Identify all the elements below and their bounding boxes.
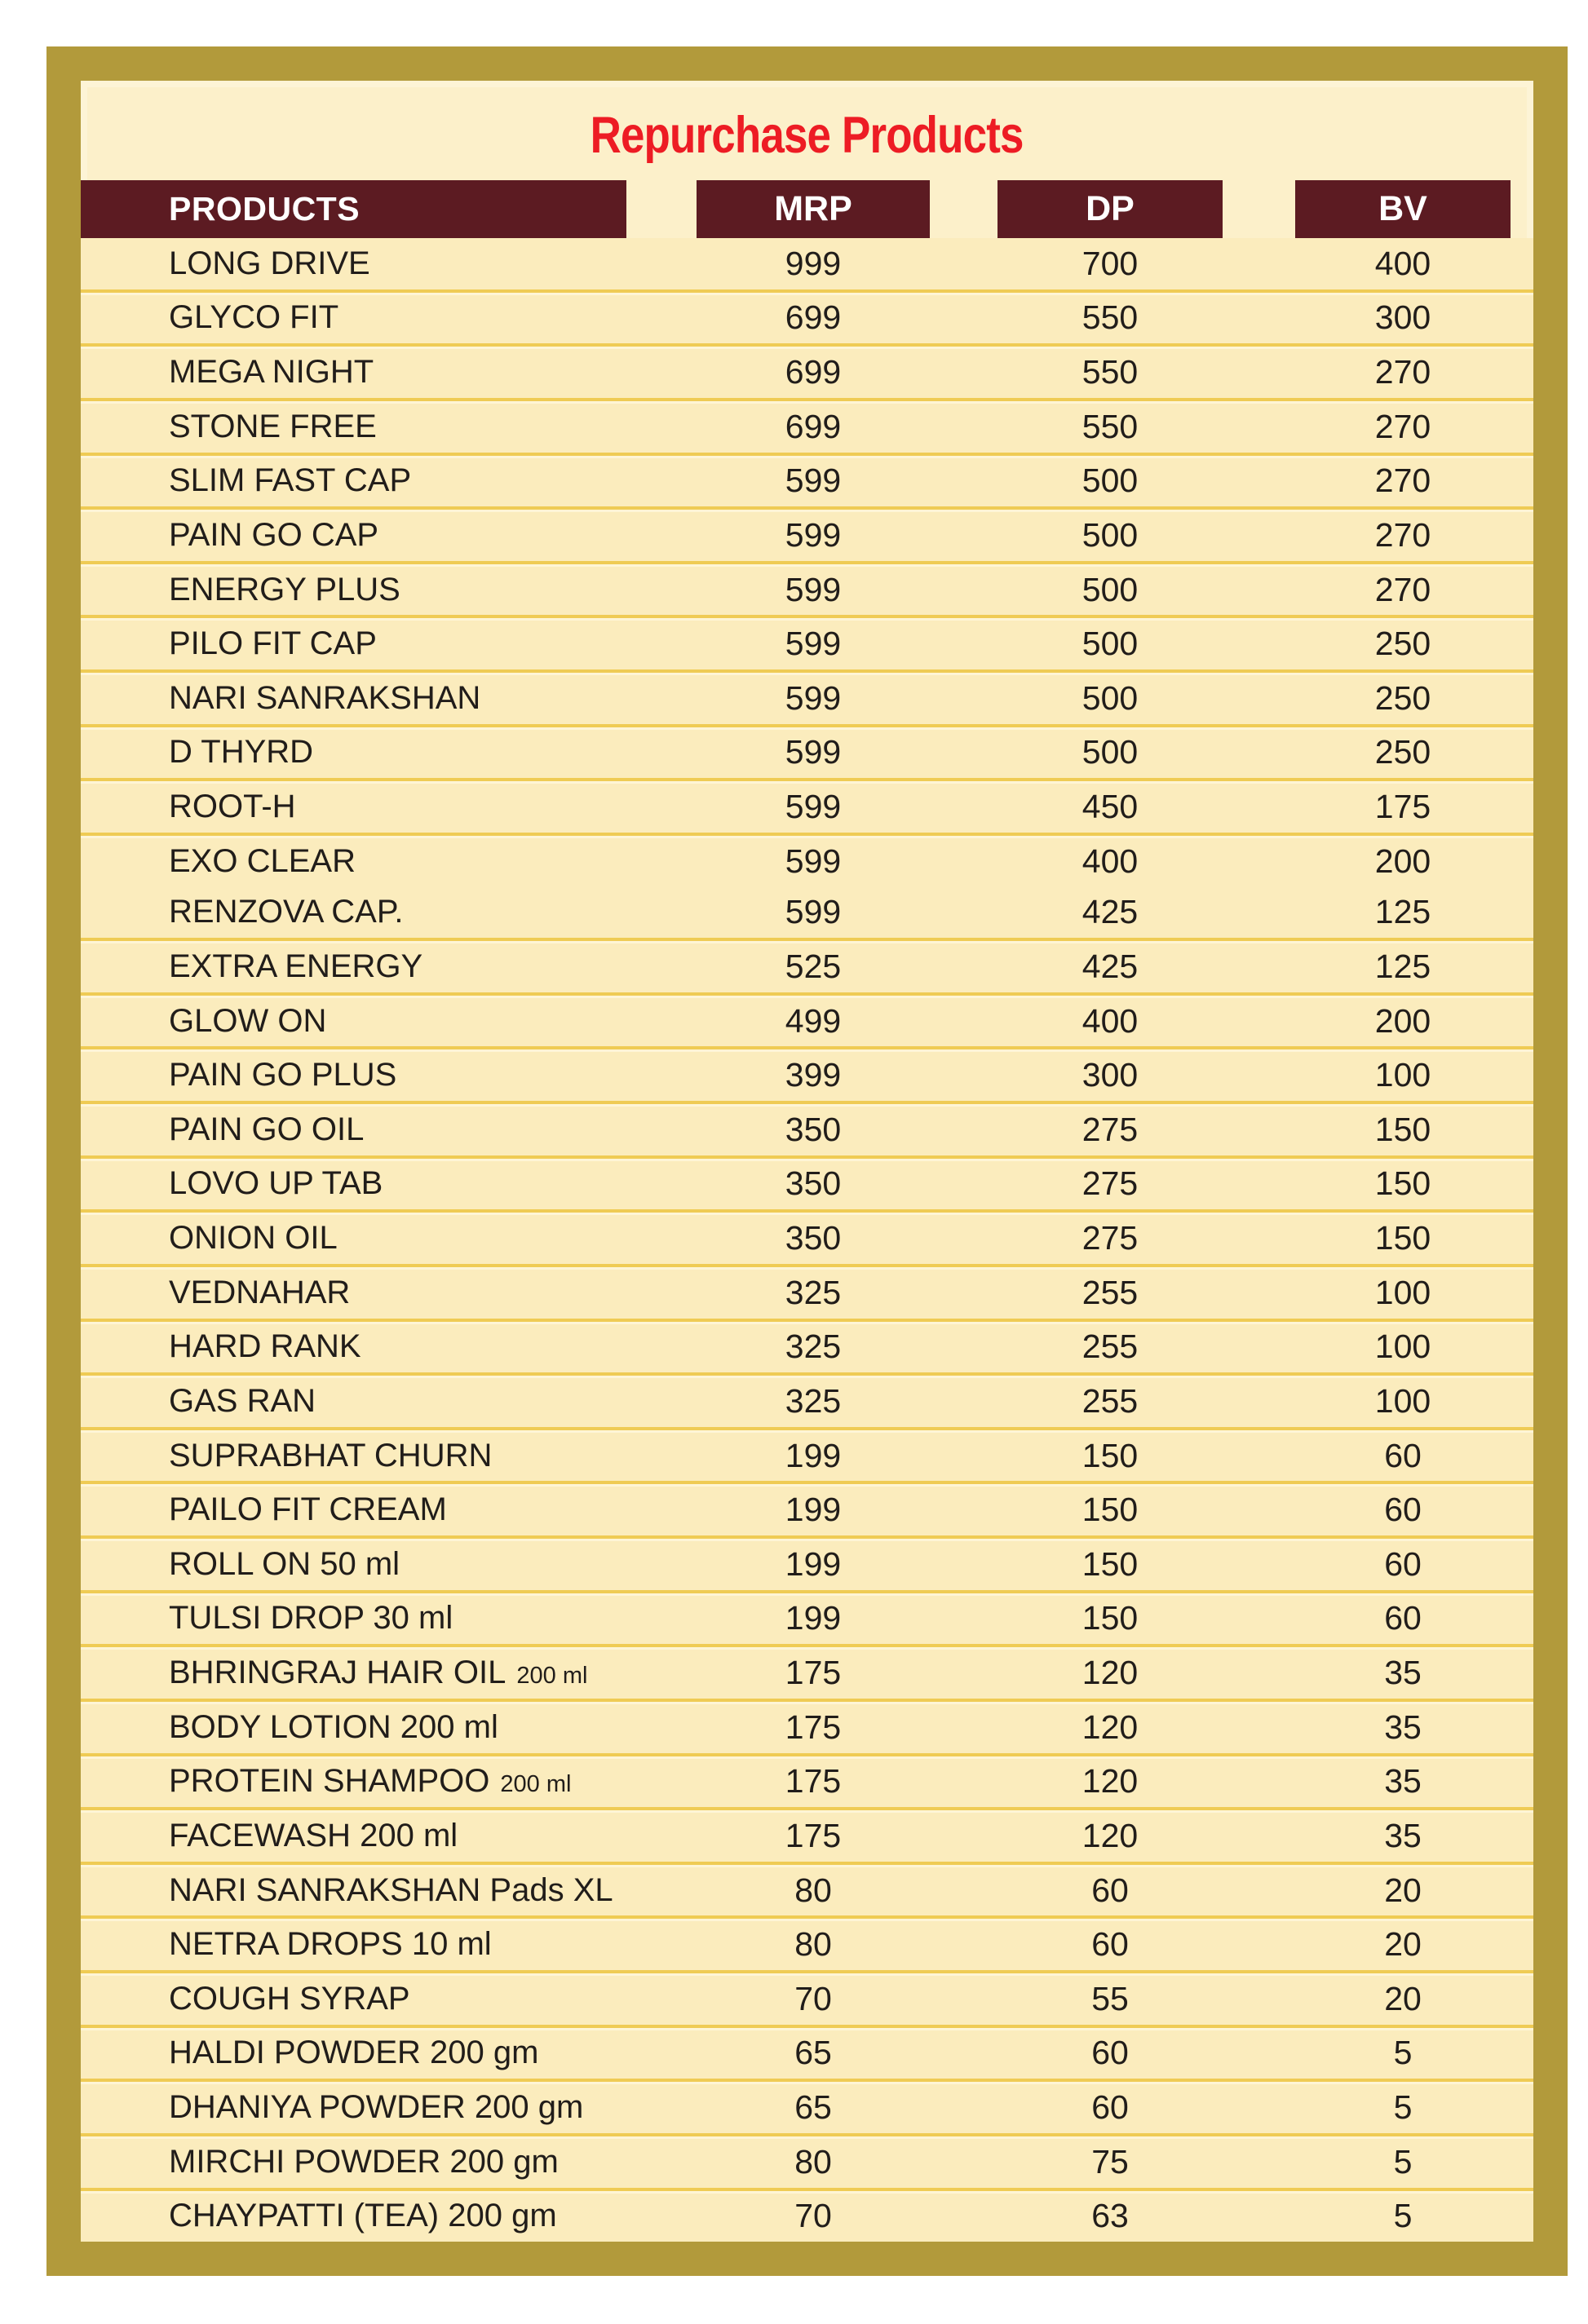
table-row — [81, 398, 1533, 453]
product-name: NARI SANRAKSHAN — [169, 679, 481, 716]
dp-value: 450 — [1082, 788, 1139, 826]
product-name: TULSI DROP 30 ml — [169, 1600, 453, 1637]
bv-value: 100 — [1374, 1273, 1431, 1311]
mrp-value: 199 — [785, 1599, 842, 1637]
product-name: COUGH SYRAP — [169, 1980, 410, 2017]
dp-value: 275 — [1082, 1110, 1139, 1148]
price-list-panel — [81, 81, 1533, 2242]
dp-value: 150 — [1082, 1491, 1139, 1529]
product-size-label: 200 ml — [500, 1771, 572, 1798]
table-row — [81, 1753, 1533, 1808]
dp-value: 150 — [1082, 1436, 1139, 1474]
product-cell — [81, 1328, 626, 1365]
product-cell — [81, 734, 626, 771]
bv-value: 35 — [1384, 1708, 1422, 1746]
product-cell — [81, 789, 626, 825]
mrp-value: 325 — [785, 1381, 842, 1420]
table-row — [81, 343, 1533, 398]
bv-value: 100 — [1374, 1381, 1431, 1420]
product-name: GAS RAN — [169, 1382, 316, 1419]
mrp-value: 175 — [785, 1708, 842, 1746]
column-header-products: PRODUCTS — [81, 180, 626, 238]
dp-value: 255 — [1082, 1381, 1139, 1420]
dp-value: 120 — [1082, 1654, 1139, 1692]
table-row — [81, 938, 1533, 992]
table-row — [81, 669, 1533, 724]
product-cell — [81, 1111, 626, 1148]
mrp-value: 599 — [785, 788, 842, 826]
bv-value: 20 — [1384, 1871, 1422, 1909]
dp-value: 150 — [1082, 1544, 1139, 1583]
bv-value: 5 — [1393, 2034, 1413, 2072]
table-row — [81, 453, 1533, 507]
mrp-value: 175 — [785, 1654, 842, 1692]
product-name: STONE FREE — [169, 408, 377, 444]
mrp-value: 350 — [785, 1110, 842, 1148]
product-name: HALDI POWDER 200 gm — [169, 2035, 539, 2071]
bv-value: 270 — [1374, 407, 1431, 445]
column-header-bv: BV — [1295, 180, 1511, 238]
bv-value: 200 — [1374, 842, 1431, 880]
mrp-value: 325 — [785, 1273, 842, 1311]
product-name: NETRA DROPS 10 ml — [169, 1926, 492, 1963]
dp-value: 550 — [1082, 353, 1139, 391]
column-header-mrp: MRP — [697, 180, 930, 238]
bv-value: 20 — [1384, 1925, 1422, 1964]
product-cell — [81, 2035, 626, 2071]
bv-value: 5 — [1393, 2142, 1413, 2180]
product-cell — [81, 1057, 626, 1094]
table-row — [81, 1319, 1533, 1373]
dp-value: 300 — [1082, 1056, 1139, 1094]
table-row — [81, 2133, 1533, 2188]
dp-value: 275 — [1082, 1164, 1139, 1203]
bv-value: 60 — [1384, 1544, 1422, 1583]
product-name: PROTEIN SHAMPOO — [169, 1763, 490, 1800]
product-cell — [81, 1275, 626, 1311]
product-name: BODY LOTION 200 ml — [169, 1708, 498, 1745]
bv-value: 150 — [1374, 1110, 1431, 1148]
product-cell — [81, 948, 626, 985]
dp-value: 63 — [1091, 2197, 1129, 2235]
dp-value: 255 — [1082, 1273, 1139, 1311]
dp-value: 400 — [1082, 1001, 1139, 1040]
product-size-label: 200 ml — [516, 1663, 588, 1690]
product-name: PAIN GO OIL — [169, 1111, 365, 1147]
table-row — [81, 1535, 1533, 1590]
bv-value: 125 — [1374, 947, 1431, 985]
dp-value: 400 — [1082, 842, 1139, 880]
product-cell — [81, 1600, 626, 1637]
product-name: ROLL ON 50 ml — [169, 1545, 400, 1582]
product-cell — [81, 2089, 626, 2126]
mrp-value: 599 — [785, 570, 842, 608]
gold-frame — [46, 46, 1568, 2276]
product-name: EXO CLEAR — [169, 842, 356, 879]
product-name: SLIM FAST CAP — [169, 462, 412, 499]
product-cell — [81, 1165, 626, 1202]
product-cell — [81, 1220, 626, 1257]
dp-value: 500 — [1082, 625, 1139, 663]
product-name: ONION OIL — [169, 1220, 338, 1257]
product-name: D THYRD — [169, 734, 314, 771]
product-name: NARI SANRAKSHAN Pads XL — [169, 1871, 613, 1908]
bv-value: 125 — [1374, 893, 1431, 931]
table-row — [81, 1101, 1533, 1155]
product-cell — [81, 517, 626, 554]
mrp-value: 80 — [794, 2142, 832, 2180]
product-cell — [81, 354, 626, 391]
bv-value: 250 — [1374, 733, 1431, 771]
product-name: HARD RANK — [169, 1328, 361, 1365]
table-row — [81, 1915, 1533, 1970]
table-row — [81, 1372, 1533, 1427]
bv-value: 35 — [1384, 1654, 1422, 1692]
mrp-value: 80 — [794, 1925, 832, 1964]
dp-value: 700 — [1082, 244, 1139, 282]
mrp-value: 175 — [785, 1816, 842, 1854]
product-name: LONG DRIVE — [169, 245, 370, 281]
product-cell — [81, 1438, 626, 1474]
mrp-value: 599 — [785, 678, 842, 717]
mrp-value: 350 — [785, 1219, 842, 1257]
product-cell — [81, 1926, 626, 1963]
table-row — [81, 238, 1533, 289]
table-row — [81, 1970, 1533, 2025]
bv-value: 270 — [1374, 570, 1431, 608]
product-name: PAIN GO PLUS — [169, 1057, 397, 1094]
dp-value: 550 — [1082, 298, 1139, 337]
mrp-value: 599 — [785, 462, 842, 500]
product-name: RENZOVA CAP. — [169, 894, 404, 930]
table-row — [81, 887, 1533, 939]
mrp-value: 199 — [785, 1491, 842, 1529]
mrp-value: 199 — [785, 1544, 842, 1583]
column-header-dp: DP — [997, 180, 1223, 238]
mrp-value: 599 — [785, 733, 842, 771]
product-cell — [81, 843, 626, 880]
mrp-value: 599 — [785, 515, 842, 554]
product-cell — [81, 894, 626, 930]
title-area — [81, 81, 1533, 180]
product-name: ENERGY PLUS — [169, 571, 400, 608]
bv-value: 400 — [1374, 244, 1431, 282]
table-row — [81, 992, 1533, 1047]
mrp-value: 499 — [785, 1001, 842, 1040]
product-name: BHRINGRAJ HAIR OIL — [169, 1655, 506, 1691]
bv-value: 60 — [1384, 1599, 1422, 1637]
dp-value: 500 — [1082, 515, 1139, 554]
bv-value: 100 — [1374, 1328, 1431, 1366]
table-header — [81, 180, 1533, 238]
product-cell — [81, 245, 626, 282]
bv-value: 270 — [1374, 462, 1431, 500]
dp-value: 500 — [1082, 678, 1139, 717]
mrp-value: 699 — [785, 298, 842, 337]
product-cell — [81, 680, 626, 717]
mrp-value: 175 — [785, 1762, 842, 1800]
table-row — [81, 1807, 1533, 1862]
bv-value: 35 — [1384, 1762, 1422, 1800]
mrp-value: 525 — [785, 947, 842, 985]
table-row — [81, 1644, 1533, 1699]
product-cell — [81, 299, 626, 336]
dp-value: 425 — [1082, 947, 1139, 985]
bv-value: 200 — [1374, 1001, 1431, 1040]
mrp-value: 999 — [785, 244, 842, 282]
mrp-value: 599 — [785, 625, 842, 663]
product-cell — [81, 1818, 626, 1854]
bv-value: 150 — [1374, 1219, 1431, 1257]
dp-value: 60 — [1091, 2088, 1129, 2127]
bv-value: 100 — [1374, 1056, 1431, 1094]
dp-value: 60 — [1091, 2034, 1129, 2072]
table-row — [81, 778, 1533, 833]
table-row — [81, 1862, 1533, 1916]
product-cell — [81, 409, 626, 445]
product-cell — [81, 1003, 626, 1040]
product-name: PILO FIT CAP — [169, 625, 377, 662]
product-name: LOVO UP TAB — [169, 1165, 383, 1202]
mrp-value: 199 — [785, 1436, 842, 1474]
table-row — [81, 1699, 1533, 1753]
mrp-value: 70 — [794, 2197, 832, 2235]
product-cell — [81, 1709, 626, 1746]
bv-value: 250 — [1374, 678, 1431, 717]
dp-value: 75 — [1091, 2142, 1129, 2180]
product-name: EXTRA ENERGY — [169, 948, 423, 984]
product-name: PAILO FIT CREAM — [169, 1491, 447, 1528]
product-name: VEDNAHAR — [169, 1274, 351, 1310]
dp-value: 275 — [1082, 1219, 1139, 1257]
product-cell — [81, 1655, 626, 1691]
product-cell — [81, 462, 626, 499]
product-cell — [81, 1383, 626, 1420]
bv-value: 20 — [1384, 1979, 1422, 2017]
product-name: GLYCO FIT — [169, 299, 339, 336]
bv-value: 35 — [1384, 1816, 1422, 1854]
product-cell — [81, 1763, 626, 1800]
bv-value: 250 — [1374, 625, 1431, 663]
product-name: PAIN GO CAP — [169, 516, 379, 553]
page-title: Repurchase Products — [590, 107, 1024, 164]
table-row — [81, 1155, 1533, 1210]
bv-value: 300 — [1374, 298, 1431, 337]
dp-value: 60 — [1091, 1925, 1129, 1964]
bv-value: 60 — [1384, 1491, 1422, 1529]
bv-value: 175 — [1374, 788, 1431, 826]
mrp-value: 599 — [785, 842, 842, 880]
mrp-value: 399 — [785, 1056, 842, 1094]
table-row — [81, 289, 1533, 344]
product-name: GLOW ON — [169, 1002, 327, 1039]
mrp-value: 65 — [794, 2034, 832, 2072]
product-cell — [81, 2144, 626, 2180]
table-row — [81, 2025, 1533, 2079]
bv-value: 5 — [1393, 2197, 1413, 2235]
product-name: MEGA NIGHT — [169, 354, 374, 391]
product-name: FACEWASH 200 ml — [169, 1817, 458, 1853]
table-row — [81, 615, 1533, 669]
product-cell — [81, 2198, 626, 2234]
product-cell — [81, 1546, 626, 1583]
table-row — [81, 1427, 1533, 1482]
product-cell — [81, 572, 626, 608]
table-row — [81, 1209, 1533, 1264]
dp-value: 60 — [1091, 1871, 1129, 1909]
table-row — [81, 1481, 1533, 1535]
mrp-value: 80 — [794, 1871, 832, 1909]
product-cell — [81, 1872, 626, 1909]
mrp-value: 350 — [785, 1164, 842, 1203]
dp-value: 55 — [1091, 1979, 1129, 2017]
mrp-value: 325 — [785, 1328, 842, 1366]
dp-value: 500 — [1082, 462, 1139, 500]
table-row — [81, 2188, 1533, 2242]
bv-value: 270 — [1374, 515, 1431, 554]
bv-value: 150 — [1374, 1164, 1431, 1203]
dp-value: 150 — [1082, 1599, 1139, 1637]
product-name: DHANIYA POWDER 200 gm — [169, 2089, 584, 2126]
product-name: CHAYPATTI (TEA) 200 gm — [169, 2198, 557, 2234]
dp-value: 500 — [1082, 733, 1139, 771]
dp-value: 120 — [1082, 1762, 1139, 1800]
product-name: ROOT-H — [169, 789, 296, 825]
table-row — [81, 1264, 1533, 1319]
product-name: SUPRABHAT CHURN — [169, 1437, 493, 1473]
mrp-value: 65 — [794, 2088, 832, 2127]
table-row — [81, 724, 1533, 779]
dp-value: 550 — [1082, 407, 1139, 445]
table-row — [81, 833, 1533, 887]
mrp-value: 70 — [794, 1979, 832, 2017]
bv-value: 270 — [1374, 353, 1431, 391]
table-row — [81, 1590, 1533, 1645]
dp-value: 120 — [1082, 1816, 1139, 1854]
table-row — [81, 561, 1533, 616]
mrp-value: 699 — [785, 353, 842, 391]
mrp-value: 699 — [785, 407, 842, 445]
dp-value: 120 — [1082, 1708, 1139, 1746]
product-cell — [81, 625, 626, 662]
dp-value: 425 — [1082, 893, 1139, 931]
bv-value: 5 — [1393, 2088, 1413, 2127]
product-cell — [81, 1981, 626, 2017]
bv-value: 60 — [1384, 1436, 1422, 1474]
mrp-value: 599 — [785, 893, 842, 931]
table-row — [81, 1046, 1533, 1101]
table-row — [81, 506, 1533, 561]
table-body — [81, 238, 1533, 2242]
table-row — [81, 2079, 1533, 2133]
product-name: MIRCHI POWDER 200 gm — [169, 2143, 559, 2180]
product-cell — [81, 1491, 626, 1528]
dp-value: 500 — [1082, 570, 1139, 608]
dp-value: 255 — [1082, 1328, 1139, 1366]
